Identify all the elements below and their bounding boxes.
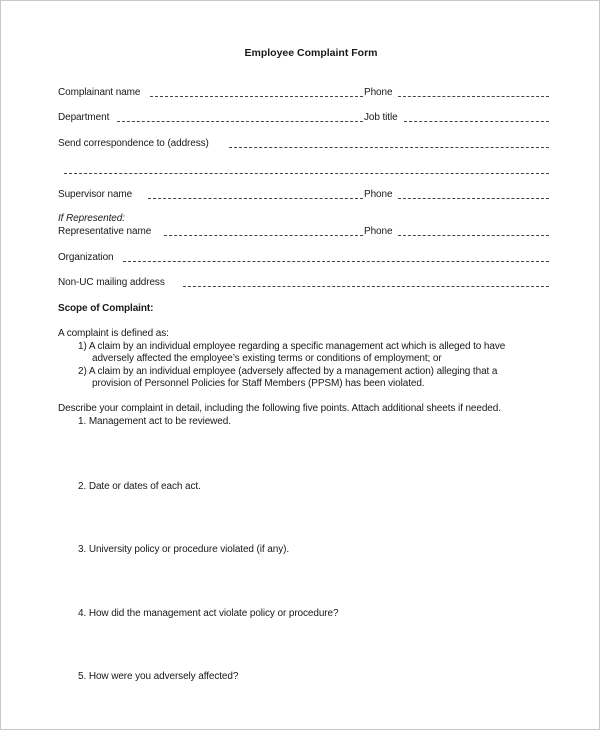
non-uc-mailing-address-field[interactable] <box>183 276 549 287</box>
organization-label: Organization <box>58 252 114 263</box>
representative-name-field[interactable] <box>164 225 363 236</box>
correspondence-address-field-line2[interactable] <box>64 163 549 174</box>
point-1-answer[interactable] <box>77 431 547 476</box>
point-3-label: 3. University policy or procedure violated (if any). <box>78 544 290 555</box>
supervisor-name-label: Supervisor name <box>58 189 133 200</box>
correspondence-address-label: Send correspondence to (address) <box>58 138 209 149</box>
complainant-name-field[interactable] <box>150 86 363 97</box>
point-5-label: 5. How were you adversely affected? <box>78 671 239 682</box>
department-field[interactable] <box>117 111 363 122</box>
point-2-answer[interactable] <box>77 496 547 541</box>
supervisor-phone-label: Phone <box>364 189 393 200</box>
point-3-answer[interactable] <box>77 559 547 604</box>
point-4-label: 4. How did the management act violate policy or procedure? <box>78 608 339 619</box>
point-2-label: 2. Date or dates of each act. <box>78 481 201 492</box>
supervisor-name-field[interactable] <box>148 188 363 199</box>
complainant-phone-label: Phone <box>364 87 393 98</box>
form-title: Employee Complaint Form <box>244 47 378 59</box>
complainant-phone-field[interactable] <box>398 86 549 97</box>
correspondence-address-field[interactable] <box>229 137 549 148</box>
representative-phone-label: Phone <box>364 226 393 237</box>
representative-name-label: Representative name <box>58 226 152 237</box>
point-5-answer[interactable] <box>77 686 547 724</box>
complaint-instructions: Describe your complaint in detail, including the following five points. Attach additional sheets if needed. <box>58 403 501 414</box>
definition-2-line-1: 2) A claim by an individual employee (adversely affected by a management action) alleging that a <box>78 366 498 377</box>
complainant-name-label: Complainant name <box>58 87 141 98</box>
point-1-label: 1. Management act to be reviewed. <box>78 416 231 427</box>
department-label: Department <box>58 112 110 123</box>
if-represented-label: If Represented: <box>58 213 125 224</box>
definition-1-line-2: adversely affected the employee’s existing terms or conditions of employment; or <box>92 353 442 364</box>
job-title-label: Job title <box>364 112 398 123</box>
organization-field[interactable] <box>123 251 549 262</box>
job-title-field[interactable] <box>404 111 549 122</box>
non-uc-mailing-address-label: Non-UC mailing address <box>58 277 165 288</box>
definition-intro: A complaint is defined as: <box>58 328 169 339</box>
point-4-answer[interactable] <box>77 623 547 668</box>
definition-2-line-2: provision of Personnel Policies for Staff Members (PPSM) has been violated. <box>92 378 425 389</box>
scope-heading: Scope of Complaint: <box>58 303 154 314</box>
representative-phone-field[interactable] <box>398 225 549 236</box>
supervisor-phone-field[interactable] <box>398 188 549 199</box>
definition-1-line-1: 1) A claim by an individual employee regarding a specific management act which is alleged to have <box>78 341 506 352</box>
